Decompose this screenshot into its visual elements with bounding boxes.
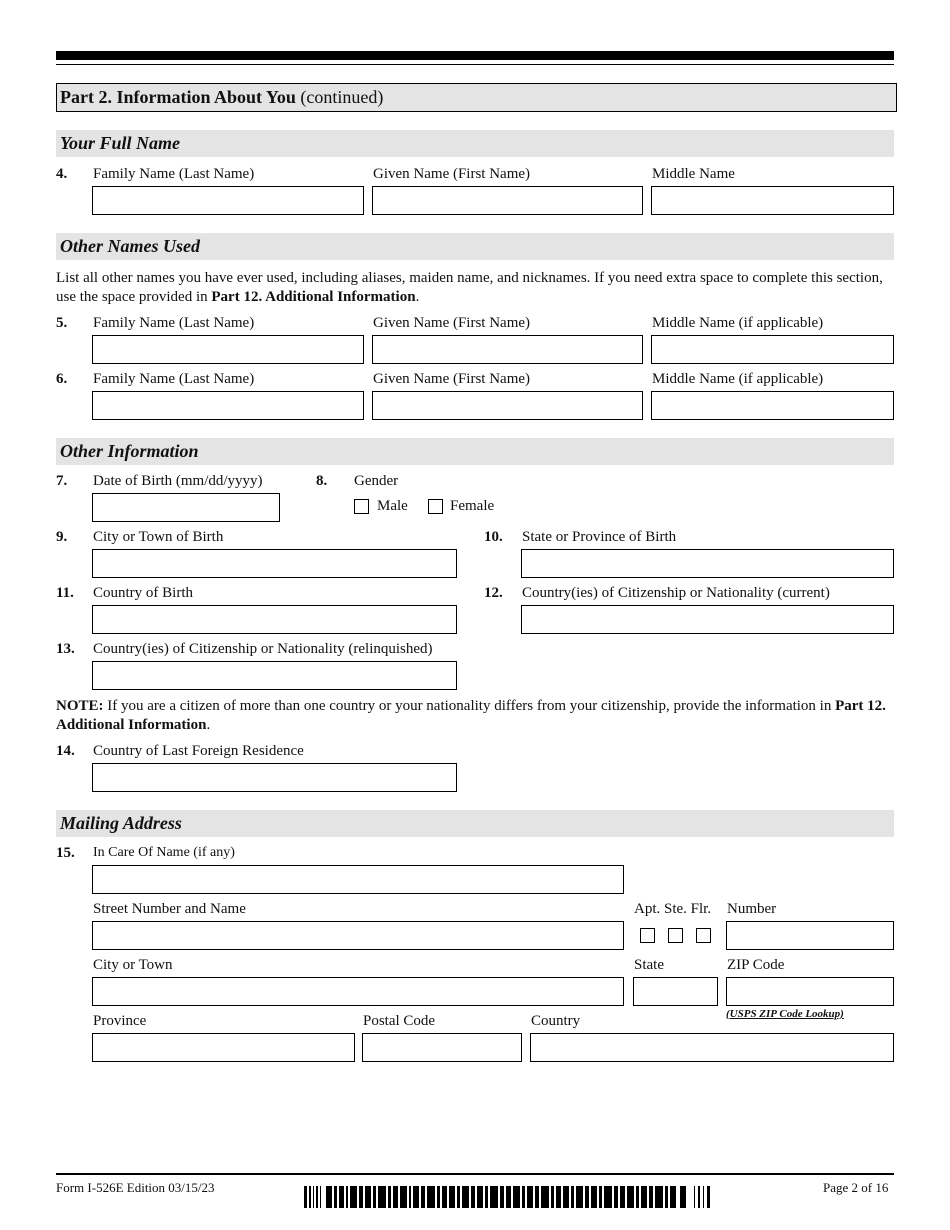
section-your-full-name bbox=[56, 130, 894, 157]
last-foreign-residence-input[interactable] bbox=[92, 763, 457, 792]
state-select[interactable] bbox=[633, 977, 718, 1006]
q6-given-label: Given Name (First Name) bbox=[373, 371, 531, 387]
section-title: Other Information bbox=[60, 441, 199, 461]
q12-number: 12. bbox=[484, 585, 503, 601]
top-rule-thick bbox=[56, 51, 894, 60]
section-title: Other Names Used bbox=[60, 236, 200, 256]
state-of-birth-input[interactable] bbox=[521, 549, 894, 578]
footer-page-number: Page 2 of 16 bbox=[823, 1180, 889, 1195]
q9-label: City or Town of Birth bbox=[93, 529, 224, 545]
q12-label: Country(ies) of Citizenship or Nationality (current) bbox=[522, 585, 830, 601]
q8-number: 8. bbox=[316, 473, 328, 489]
country-of-birth-input[interactable] bbox=[92, 605, 457, 634]
date-of-birth-input[interactable] bbox=[92, 493, 280, 522]
q13-number: 13. bbox=[56, 641, 75, 657]
section-title: Mailing Address bbox=[60, 813, 182, 833]
q11-number: 11. bbox=[56, 585, 74, 601]
citizenship-note bbox=[56, 697, 894, 735]
province-input[interactable] bbox=[92, 1033, 355, 1062]
instructions-bold-ref: Part 12. Additional Information bbox=[211, 289, 416, 305]
citizenship-relinquished-input[interactable] bbox=[92, 661, 457, 690]
province-label: Province bbox=[93, 1013, 147, 1029]
in-care-of-input[interactable] bbox=[92, 865, 624, 894]
apt-checkbox[interactable] bbox=[640, 928, 655, 943]
flr-checkbox[interactable] bbox=[696, 928, 711, 943]
q4-given-label: Given Name (First Name) bbox=[373, 166, 531, 182]
zip-input[interactable] bbox=[726, 977, 894, 1006]
citizenship-current-input[interactable] bbox=[521, 605, 894, 634]
in-care-of-label: In Care Of Name (if any) bbox=[93, 845, 235, 860]
q4-number: 4. bbox=[56, 166, 68, 182]
q9-number: 9. bbox=[56, 529, 68, 545]
q4-middle-label: Middle Name bbox=[652, 166, 735, 182]
q14-number: 14. bbox=[56, 743, 75, 759]
q6-middle-name-input[interactable] bbox=[651, 391, 894, 420]
q5-middle-label: Middle Name (if applicable) bbox=[652, 315, 824, 331]
number-label: Number bbox=[727, 901, 777, 917]
part-header-title: Part 2. Information About You bbox=[60, 87, 296, 107]
q5-number: 5. bbox=[56, 315, 68, 331]
barcode-image bbox=[304, 1186, 712, 1208]
city-input[interactable] bbox=[92, 977, 624, 1006]
country-label: Country bbox=[531, 1013, 581, 1029]
q15-number: 15. bbox=[56, 845, 75, 861]
footer-rule bbox=[56, 1173, 894, 1175]
q4-middle-name-input[interactable] bbox=[651, 186, 894, 215]
gender-male-label: Male bbox=[377, 498, 408, 514]
gender-male-checkbox[interactable] bbox=[354, 499, 369, 514]
part-header-suffix: (continued) bbox=[295, 87, 384, 107]
note-text: If you are a citizen of more than one country or your nationality differs from your citizenship, provide the information in bbox=[103, 698, 836, 714]
city-of-birth-input[interactable] bbox=[92, 549, 457, 578]
country-input[interactable] bbox=[530, 1033, 894, 1062]
gender-female-checkbox[interactable] bbox=[428, 499, 443, 514]
section-other-names-used bbox=[56, 233, 894, 260]
usps-zip-lookup-link[interactable]: (USPS ZIP Code Lookup) bbox=[726, 1008, 844, 1020]
postal-code-label: Postal Code bbox=[363, 1013, 436, 1029]
q4-family-label: Family Name (Last Name) bbox=[93, 166, 255, 182]
q7-number: 7. bbox=[56, 473, 68, 489]
q10-label: State or Province of Birth bbox=[522, 529, 677, 545]
q13-label: Country(ies) of Citizenship or Nationality (relinquished) bbox=[93, 641, 433, 657]
city-label: City or Town bbox=[93, 957, 173, 973]
other-names-instructions bbox=[56, 269, 894, 307]
apt-number-input[interactable] bbox=[726, 921, 894, 950]
q6-number: 6. bbox=[56, 371, 68, 387]
section-mailing-address bbox=[56, 810, 894, 837]
section-other-information bbox=[56, 438, 894, 465]
instructions-end: . bbox=[415, 289, 420, 305]
q11-label: Country of Birth bbox=[93, 585, 193, 601]
street-input[interactable] bbox=[92, 921, 624, 950]
q5-family-name-input[interactable] bbox=[92, 335, 364, 364]
q10-number: 10. bbox=[484, 529, 503, 545]
footer-form-edition: Form I-526E Edition 03/15/23 bbox=[56, 1180, 215, 1195]
q8-label: Gender bbox=[354, 473, 399, 489]
q5-family-label: Family Name (Last Name) bbox=[93, 315, 255, 331]
q4-family-name-input[interactable] bbox=[92, 186, 364, 215]
instructions-text: List all other names you have ever used, including aliases, maiden name, and nicknames. If you need extra space to complete this section, use the space provided in bbox=[56, 270, 883, 305]
q6-given-name-input[interactable] bbox=[372, 391, 643, 420]
note-end: . bbox=[206, 717, 211, 733]
q6-middle-label: Middle Name (if applicable) bbox=[652, 371, 824, 387]
q6-family-name-input[interactable] bbox=[92, 391, 364, 420]
q6-family-label: Family Name (Last Name) bbox=[93, 371, 255, 387]
q4-given-name-input[interactable] bbox=[372, 186, 643, 215]
top-rule-thin bbox=[56, 64, 894, 65]
q5-middle-name-input[interactable] bbox=[651, 335, 894, 364]
state-label: State bbox=[634, 957, 664, 973]
apt-ste-flr-label: Apt. Ste. Flr. bbox=[634, 901, 712, 917]
note-label: NOTE: bbox=[56, 698, 104, 714]
note-bold-ref: Part 12. Additional Information bbox=[56, 698, 886, 733]
q5-given-name-input[interactable] bbox=[372, 335, 643, 364]
street-label: Street Number and Name bbox=[93, 901, 246, 917]
gender-female-label: Female bbox=[450, 498, 495, 514]
q14-label: Country of Last Foreign Residence bbox=[93, 743, 304, 759]
zip-label: ZIP Code bbox=[727, 957, 785, 973]
part-header bbox=[56, 83, 897, 112]
section-title: Your Full Name bbox=[60, 133, 181, 153]
q7-label: Date of Birth (mm/dd/yyyy) bbox=[93, 473, 263, 489]
postal-code-input[interactable] bbox=[362, 1033, 522, 1062]
q5-given-label: Given Name (First Name) bbox=[373, 315, 531, 331]
ste-checkbox[interactable] bbox=[668, 928, 683, 943]
